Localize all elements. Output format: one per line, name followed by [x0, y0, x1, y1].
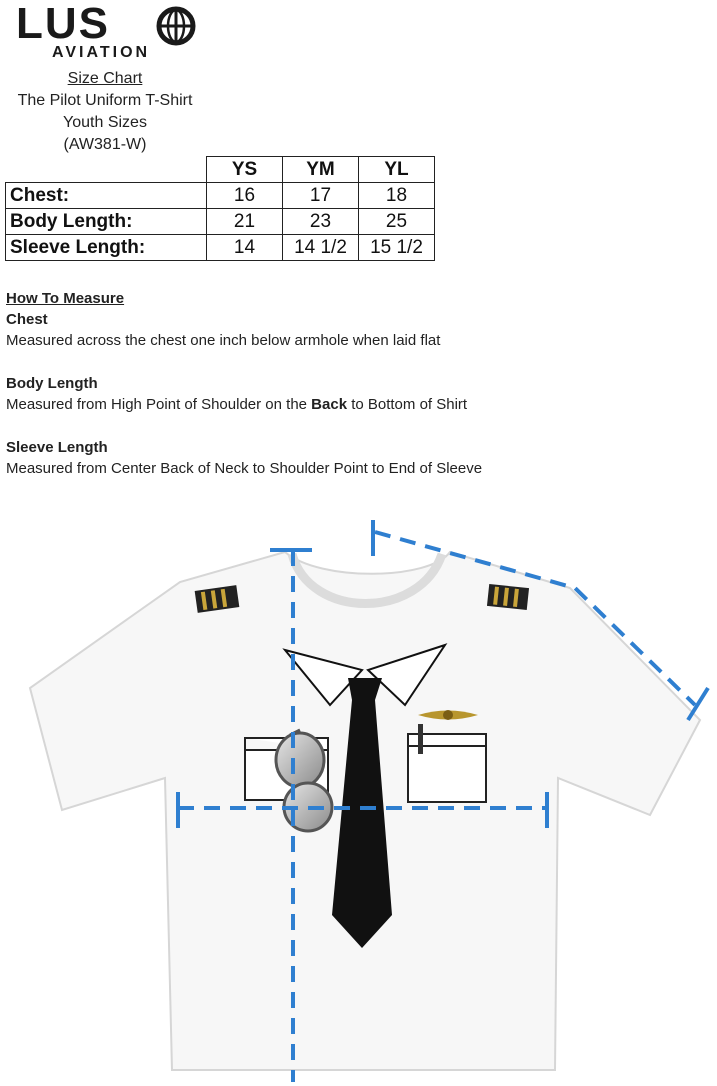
logo-subtitle: AVIATION	[52, 44, 151, 61]
sleeve-end-cap	[688, 688, 708, 720]
table-cell: 14	[207, 235, 283, 261]
chest-text: Measured across the chest one inch below armhole when laid flat	[6, 332, 441, 349]
body-heading: Body Length	[6, 375, 98, 392]
body-text	[6, 394, 706, 415]
table-cell: 16	[207, 183, 283, 209]
epaulette-right	[487, 584, 529, 610]
table-cell: 14 1/2	[283, 235, 359, 261]
sleeve-heading: Sleeve Length	[6, 439, 108, 456]
brand-logo	[16, 0, 196, 61]
column-header: YS	[207, 157, 283, 183]
table-cell: 15 1/2	[359, 235, 435, 261]
body-text-b: to Bottom of Shirt	[347, 396, 468, 413]
table-header-row	[6, 157, 435, 183]
body-text-a: Measured from High Point of Shoulder on the	[6, 396, 312, 413]
size-range: Youth Sizes	[63, 114, 147, 131]
row-label: Chest:	[6, 183, 207, 209]
table-cell: 23	[283, 209, 359, 235]
how-to-measure	[6, 288, 706, 479]
column-header: YL	[359, 157, 435, 183]
table-corner	[6, 157, 207, 183]
chart-title: Size Chart	[67, 70, 143, 87]
table-row	[6, 235, 435, 261]
row-label: Body Length:	[6, 209, 207, 235]
table-row	[6, 183, 435, 209]
table-cell: 18	[359, 183, 435, 209]
table-cell: 21	[207, 209, 283, 235]
size-table	[5, 156, 435, 261]
table-cell: 25	[359, 209, 435, 235]
pen-icon	[418, 724, 423, 754]
product-code: (AW381-W)	[63, 136, 147, 153]
body-text-bold: Back	[311, 396, 348, 413]
how-to-title: How To Measure	[6, 290, 125, 307]
column-header: YM	[283, 157, 359, 183]
logo-wordmark: LUS	[16, 0, 110, 48]
globe-icon	[156, 6, 196, 46]
table-row	[6, 209, 435, 235]
title-block	[0, 68, 210, 156]
product-name: The Pilot Uniform T-Shirt	[17, 92, 193, 109]
sleeve-text: Measured from Center Back of Neck to Shoulder Point to End of Sleeve	[6, 460, 483, 477]
chest-heading: Chest	[6, 311, 48, 328]
row-label: Sleeve Length:	[6, 235, 207, 261]
shirt-illustration	[0, 510, 717, 1086]
table-cell: 17	[283, 183, 359, 209]
